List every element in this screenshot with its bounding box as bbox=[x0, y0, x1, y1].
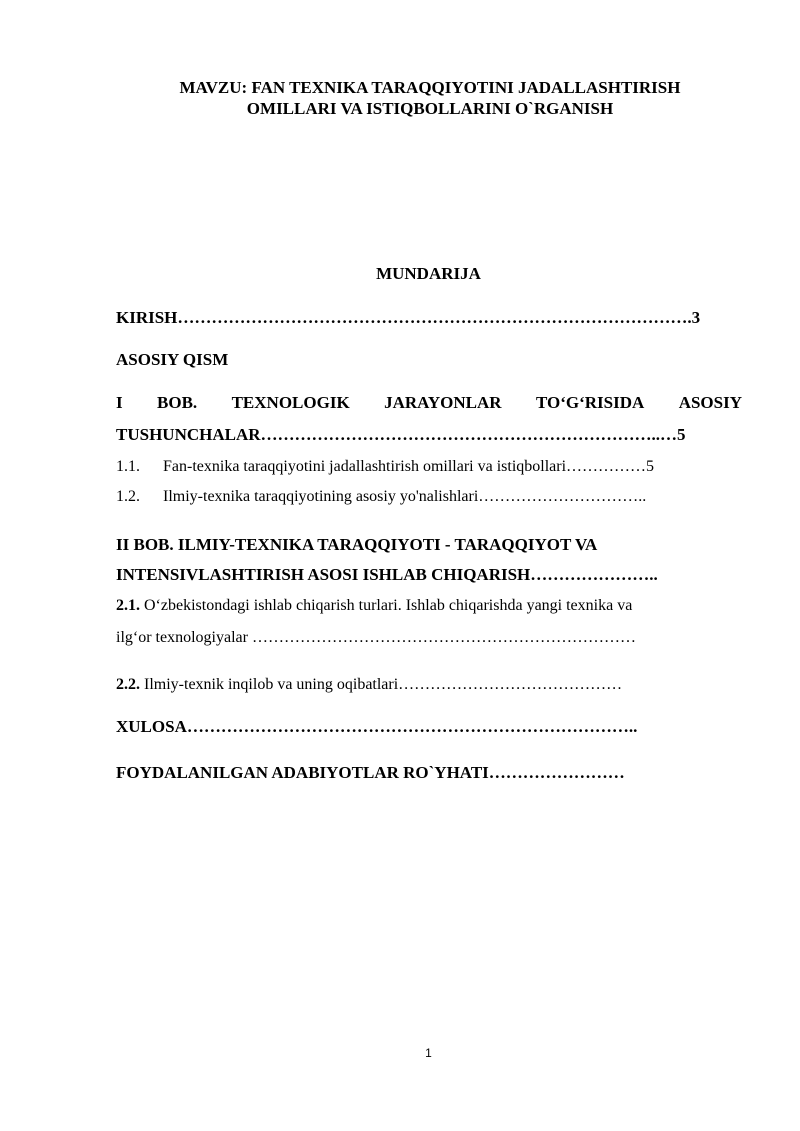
toc-item-number: 2.1. bbox=[116, 597, 140, 614]
toc-entry-xulosa: XULOSA…………………………………………………………………….. bbox=[116, 717, 638, 736]
toc-item-text: Ilmiy-texnik inqilob va uning oqibatlari…………………………………… bbox=[140, 676, 623, 693]
toc-item-text: O‘zbekistondagi ishlab chiqarish turlari. Ishlab chiqarishda yangi texnika va bbox=[140, 597, 633, 614]
bob1-word: JARAYONLAR bbox=[384, 393, 502, 412]
toc-entry-adabiyotlar: FOYDALANILGAN ADABIYOTLAR RO`YHATI…………………… bbox=[116, 763, 625, 782]
toc-entry-bob1-line1 bbox=[116, 393, 742, 413]
title-line-2: OMILLARI VA ISTIQBOLLARINI O`RGANISH bbox=[246, 99, 614, 118]
toc-item-text: Fan-texnika taraqqiyotini jadallashtirish omillari va istiqbollari……………5 bbox=[163, 458, 655, 475]
document-title bbox=[100, 77, 760, 119]
toc-entry-1-2 bbox=[116, 488, 742, 506]
toc-entry-2-1 bbox=[116, 597, 742, 615]
toc-entry-2-2 bbox=[116, 676, 742, 694]
toc-entry-bob1-line2: TUSHUNCHALAR……………………………………………………………..…5 bbox=[116, 425, 686, 444]
toc-item-text: Ilmiy-texnika taraqqiyotining asosiy yo'nalishlari………………………….. bbox=[163, 488, 647, 505]
toc-entry-2-1-line2: ilg‘or texnologiyalar ……………………………………………………………… bbox=[116, 629, 636, 646]
bob1-word: I bbox=[116, 393, 123, 412]
toc-item-number: 2.2. bbox=[116, 676, 140, 693]
toc-entry-kirish: KIRISH……………………………………………………………………………….3 bbox=[116, 308, 701, 327]
title-line-1: MAVZU: FAN TEXNIKA TARAQQIYOTINI JADALLASHTIRISH bbox=[179, 78, 681, 97]
toc-item-number: 1.1. bbox=[116, 458, 140, 475]
toc-entry-bob2-line1: II BOB. ILMIY-TEXNIKA TARAQQIYOTI - TARAQQIYOT VA bbox=[116, 535, 598, 554]
bob1-word: TEXNOLOGIK bbox=[231, 393, 350, 412]
toc-item-number: 1.2. bbox=[116, 488, 140, 505]
bob1-word: BOB. bbox=[157, 393, 198, 412]
toc-entry-1-1 bbox=[116, 458, 742, 476]
bob1-word: TO‘G‘RISIDA bbox=[535, 393, 645, 412]
page-number: 1 bbox=[425, 1046, 432, 1060]
toc-entry-bob2-line2: INTENSIVLASHTIRISH ASOSI ISHLAB CHIQARISH………………….. bbox=[116, 565, 658, 584]
toc-entry-asosiy-qism: ASOSIY QISM bbox=[116, 350, 229, 369]
toc-heading: MUNDARIJA bbox=[376, 264, 481, 283]
bob1-word: ASOSIY bbox=[678, 393, 742, 412]
